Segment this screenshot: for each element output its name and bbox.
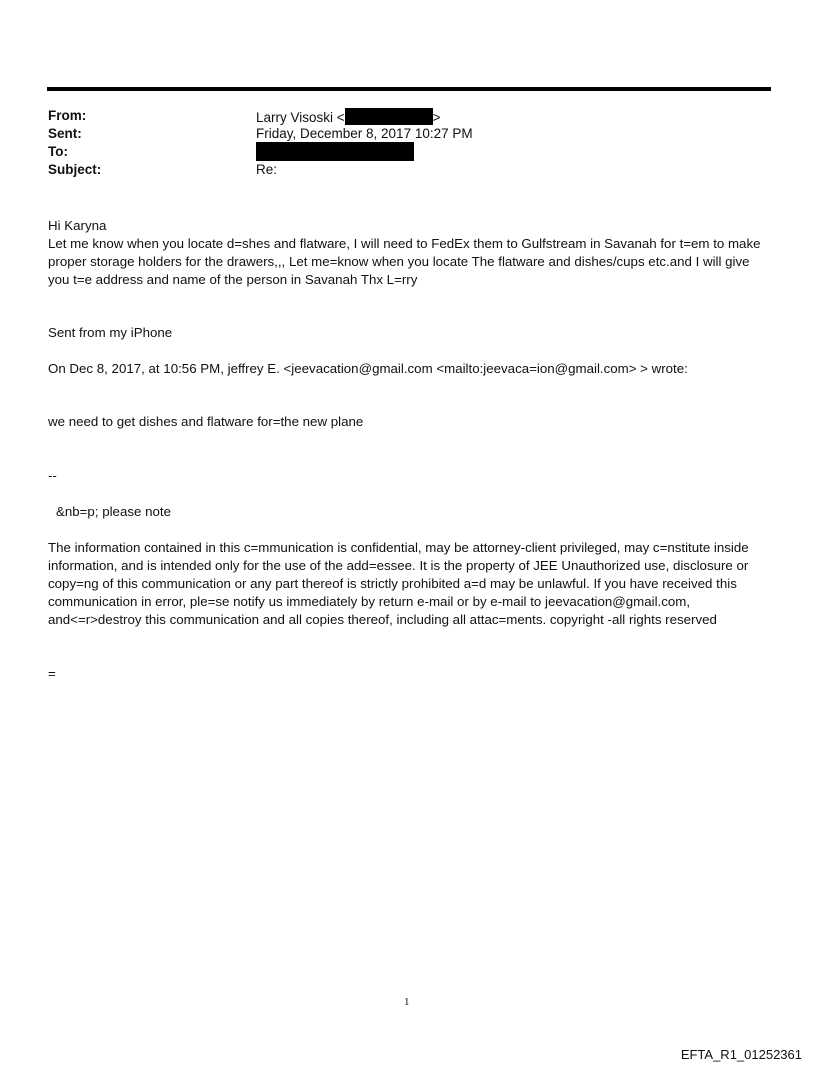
subject-value: Re: — [256, 162, 278, 177]
quoted-message: we need to get dishes and flatware for=the new plane — [48, 414, 364, 429]
redaction-bar — [256, 142, 414, 161]
end-mark: = — [48, 666, 56, 681]
from-value — [256, 108, 441, 125]
signature: Sent from my iPhone — [48, 325, 173, 340]
message-paragraph: Let me know when you locate d=shes and flatware, I will need to FedEx them to Gulfstream in Savanah for t=em to make proper storage holders for the drawers,,, Let me=know when you locate The flatware and dishes/cups etc.and I will give you t=e address and name of the person in Savanah Thx L=rry — [48, 236, 761, 287]
sent-label: Sent: — [48, 126, 82, 141]
greeting: Hi Karyna — [48, 218, 107, 233]
header-rule — [47, 87, 771, 91]
note-line: &nb=p; please note — [56, 504, 171, 519]
subject-label: Subject: — [48, 162, 102, 177]
from-label: From: — [48, 108, 87, 123]
document-id: EFTA_R1_01252361 — [680, 1047, 802, 1062]
to-label: To: — [48, 144, 68, 159]
redaction-bar — [345, 108, 433, 125]
to-value — [256, 142, 414, 161]
page-number: 1 — [404, 996, 410, 1008]
sent-value: Friday, December 8, 2017 10:27 PM — [256, 126, 473, 141]
from-name: Larry Visoski < — [256, 110, 345, 125]
disclaimer: The information contained in this c=mmunication is confidential, may be attorney-client privileged, may c=nstitute inside information, and is intended only for the use of the add=essee. It is the property of JEE Unauthorized use, disclosure or copy=ng of this communication or any part thereof is strictly prohibited a=d may be unlawful. If you have received this communication in error, ple=se notify us immediately by return e-mail or by e-mail to jeevacation@gmail.com, and<=r>destroy this communication and all copies thereof, including all attac=ments. copyright -all rights reserved — [48, 540, 749, 627]
quote-intro: On Dec 8, 2017, at 10:56 PM, jeffrey E. <jeevacation@gmail.com <mailto:jeevaca=ion@gmail.com> > wrote: — [48, 361, 688, 376]
from-close: > — [432, 110, 441, 125]
separator-dashes: -- — [48, 468, 57, 483]
